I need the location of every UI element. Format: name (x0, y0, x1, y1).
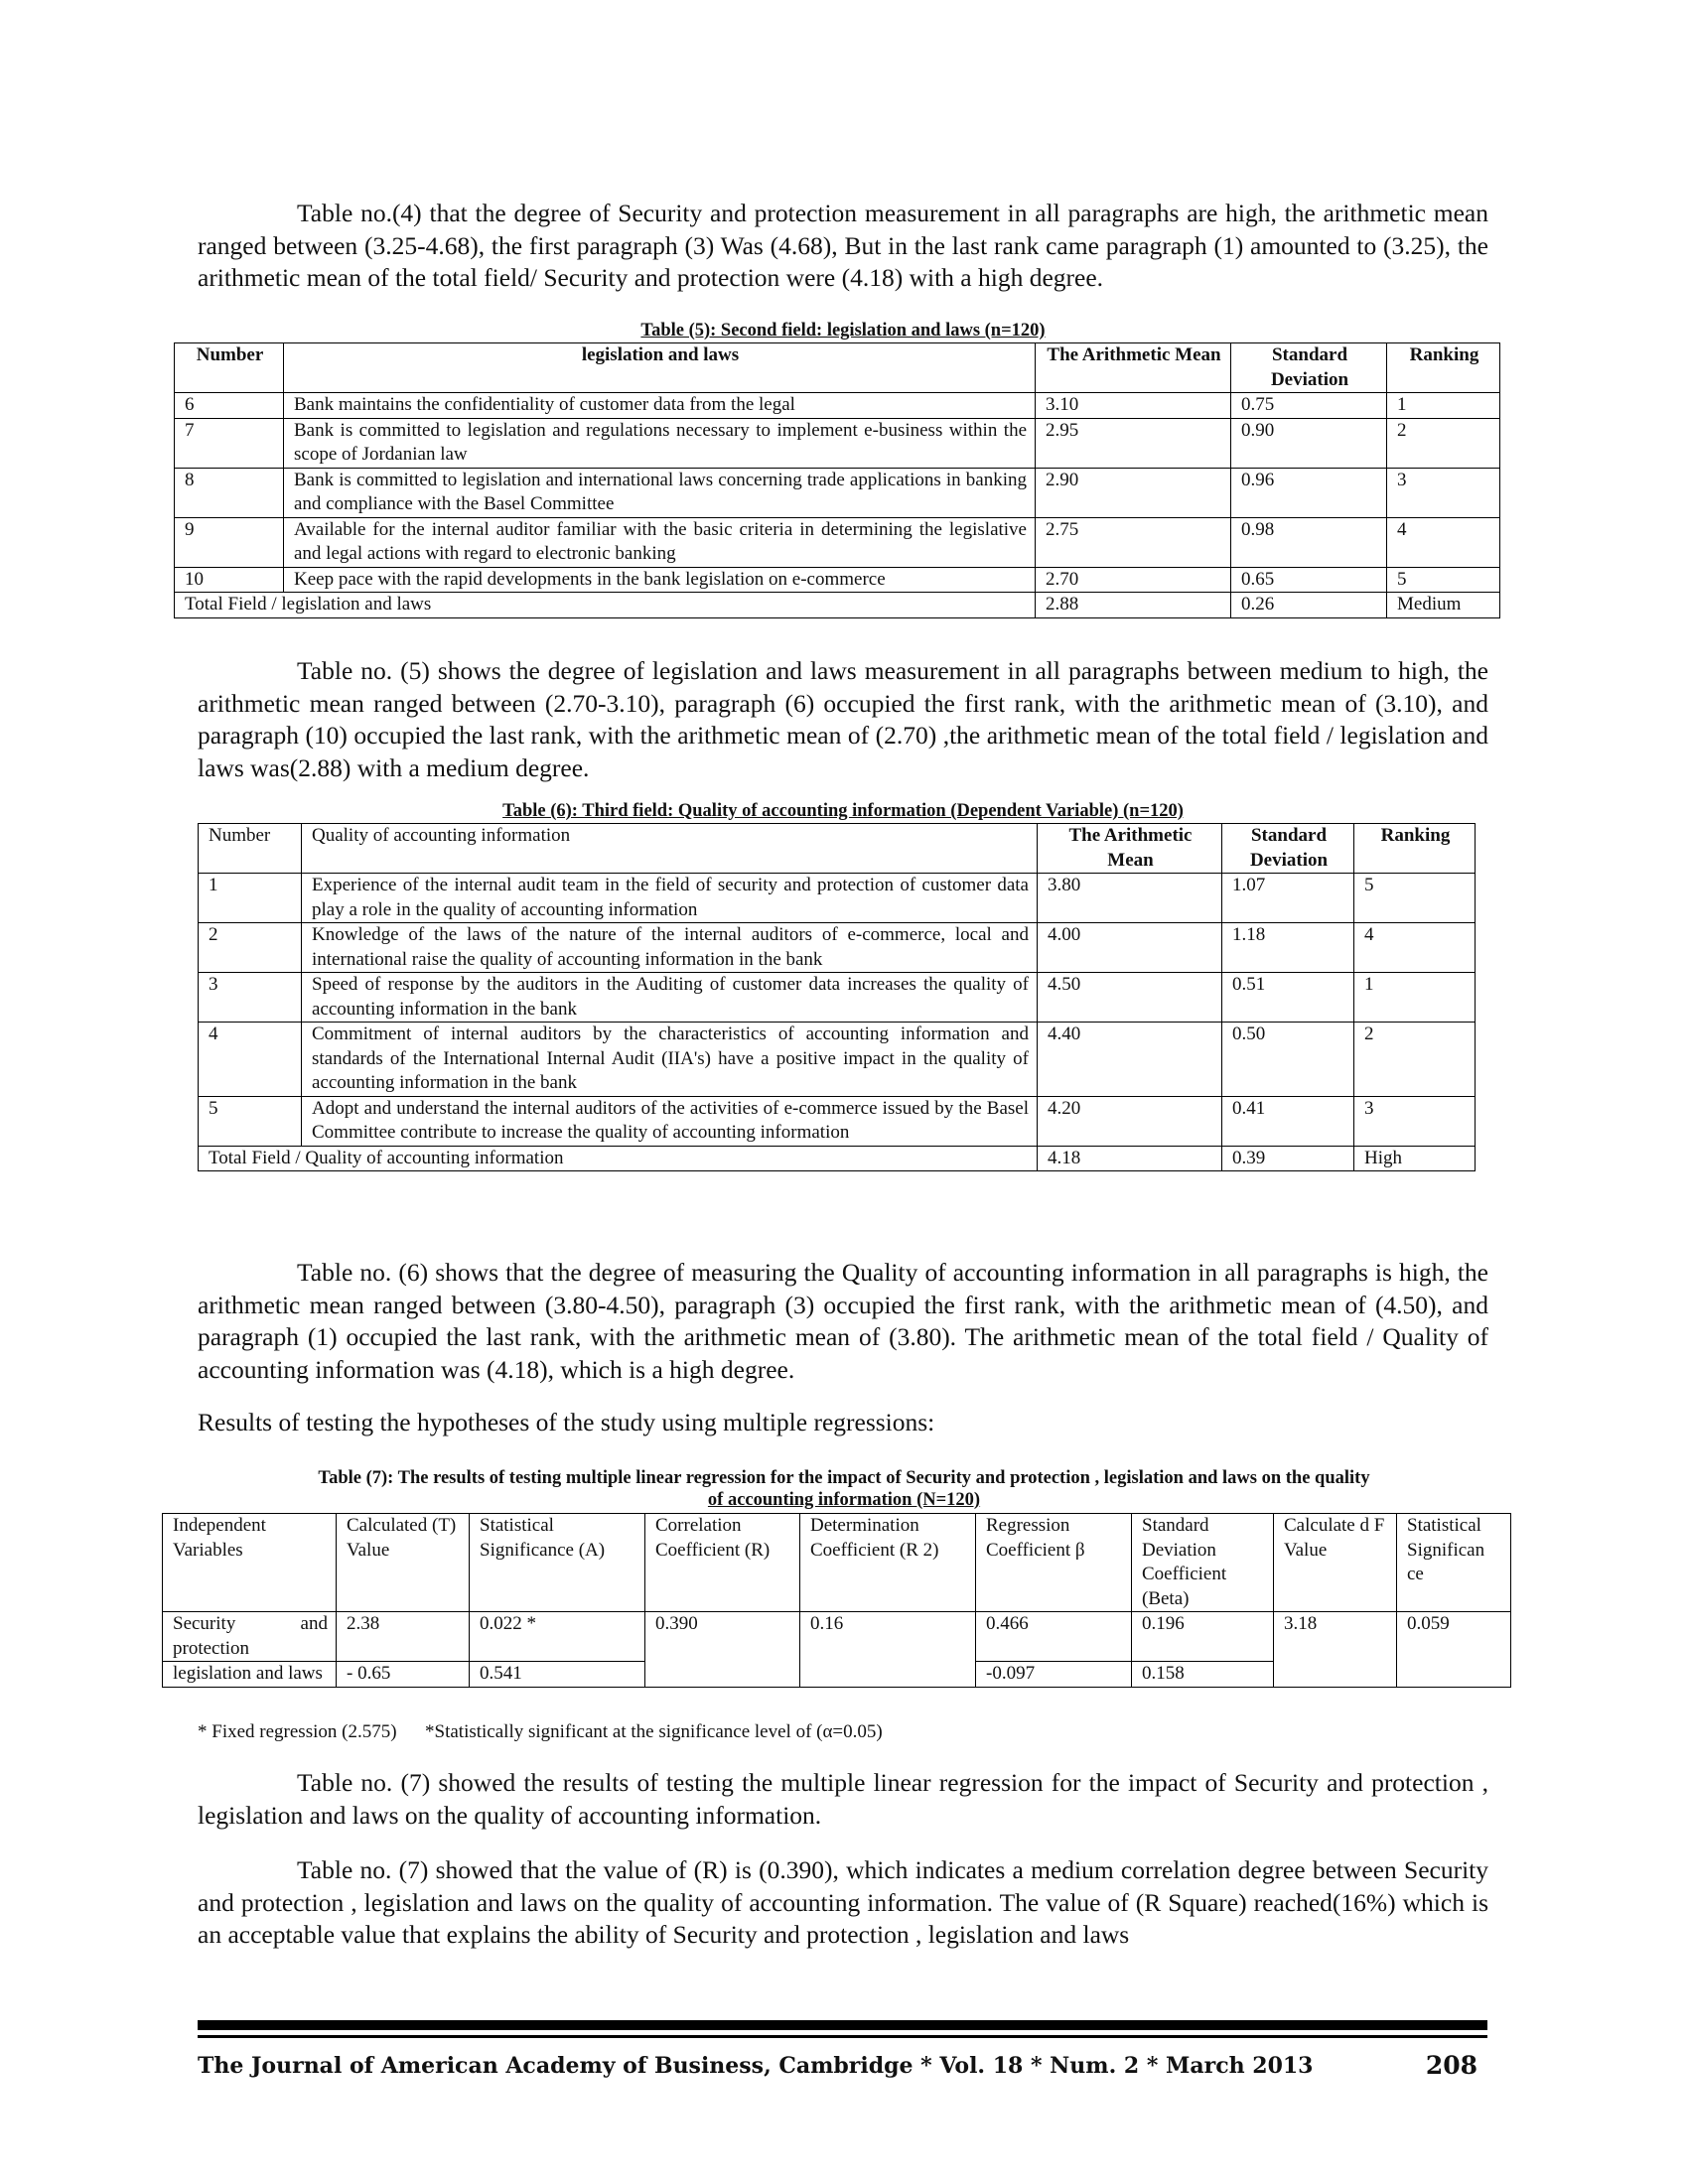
table7-caption (159, 1467, 1529, 1511)
table6-caption-text: Table (6): Third field: Quality of accounting information (Dependent Variable) (n=120) (502, 801, 1184, 821)
table-cell: legislation and laws (163, 1662, 337, 1688)
table5-caption (198, 320, 1488, 341)
table-cell: 2 (1354, 1023, 1476, 1097)
table-cell: 3 (1354, 1096, 1476, 1146)
table-cell: 0.51 (1222, 973, 1354, 1023)
table-cell: 5 (1387, 567, 1500, 593)
table-row (199, 874, 1476, 923)
table6-total-row (199, 1146, 1476, 1171)
table-cell: Adopt and understand the internal auditors of the activities of e-commerce issued by the Basel Committee contribute to increase the quality of accounting information (302, 1096, 1038, 1146)
table-cell: 0.16 (800, 1612, 976, 1688)
table-cell: 2.95 (1036, 418, 1231, 468)
table-row (199, 1023, 1476, 1097)
table-cell: 2 (199, 923, 302, 973)
table-cell: 2.88 (1036, 593, 1231, 618)
table-cell: 4.20 (1038, 1096, 1222, 1146)
table-cell: 6 (175, 393, 284, 419)
table-cell: Medium (1387, 593, 1500, 618)
table7-footnote: * Fixed regression (2.575) *Statistically significant at the significance level of (α=0.05) (198, 1721, 883, 1742)
table-cell: Commitment of internal auditors by the characteristics of accounting information and standards of the International Internal Audit (IIA's) have a positive impact in the quality of accounting information in the bank (302, 1023, 1038, 1097)
table-cell: 4.00 (1038, 923, 1222, 973)
table5-header-cell: Ranking (1387, 343, 1500, 393)
table7-caption-line2: of accounting information (N=120) (707, 1490, 981, 1510)
table-cell: 2 (1387, 418, 1500, 468)
table5-total-row (175, 593, 1500, 618)
table-cell: - 0.65 (337, 1662, 470, 1688)
table-cell: 0.390 (645, 1612, 800, 1688)
table-cell: 0.26 (1231, 593, 1387, 618)
table-row (175, 393, 1500, 419)
table-cell: High (1354, 1146, 1476, 1171)
table5 (174, 342, 1500, 618)
table-cell: Keep pace with the rapid developments in the bank legislation on e-commerce (284, 567, 1036, 593)
table-cell: 0.466 (976, 1612, 1132, 1662)
table-cell: 0.059 (1397, 1612, 1511, 1688)
table6-header-cell: Number (199, 824, 302, 874)
table7-header-cell: Statistical Significance (A) (470, 1514, 645, 1612)
table7-header-cell: Correlation Coefficient (R) (645, 1514, 800, 1612)
table5-header-cell: The Arithmetic Mean (1036, 343, 1231, 393)
table-cell: 8 (175, 468, 284, 517)
table-row (199, 923, 1476, 973)
table-row (199, 1096, 1476, 1146)
table-cell: 0.75 (1231, 393, 1387, 419)
table5-header-cell: legislation and laws (284, 343, 1036, 393)
table-cell: 0.50 (1222, 1023, 1354, 1097)
table-cell: 1 (199, 874, 302, 923)
table-row (175, 567, 1500, 593)
table7-caption-line1: Table (7): The results of testing multiple linear regression for the impact of Security and protection , legislation and laws on the quality (318, 1468, 1370, 1488)
table-cell: -0.097 (976, 1662, 1132, 1688)
table-cell: Bank is committed to legislation and regulations necessary to implement e-business within the scope of Jordanian law (284, 418, 1036, 468)
table6-caption (198, 800, 1488, 822)
table-cell: 5 (199, 1096, 302, 1146)
paragraph-table5-summary: Table no. (5) shows the degree of legislation and laws measurement in all paragraphs between medium to high, the arithmetic mean ranged between (2.70-3.10), paragraph (6) occupied the first rank, with the arithmetic mean of (3.10), and paragraph (10) occupied the last rank, with the arithmetic mean of (2.70) ,the arithmetic mean of the total field / legislation and laws was(2.88) with a medium degree. (198, 656, 1488, 782)
table-cell: 4 (1354, 923, 1476, 973)
table-cell: Total Field / legislation and laws (175, 593, 1036, 618)
table-cell: 4.50 (1038, 973, 1222, 1023)
paragraph-table7-results: Table no. (7) showed the results of testing the multiple linear regression for the impact of Security and protection , legislation and laws on the quality of accounting information. (198, 1768, 1488, 1830)
table5-caption-text: Table (5): Second field: legislation and laws (n=120) (640, 321, 1046, 341)
table-cell: 0.196 (1132, 1612, 1274, 1662)
table-cell: 7 (175, 418, 284, 468)
table-row (175, 517, 1500, 567)
table7-header-row (163, 1514, 1511, 1612)
table-row (175, 468, 1500, 517)
table-row (199, 973, 1476, 1023)
table-cell: Security and protection (163, 1612, 337, 1662)
footer-rule-thick (198, 2020, 1487, 2030)
table5-header-cell: Standard Deviation (1231, 343, 1387, 393)
table-cell: 0.541 (470, 1662, 645, 1688)
table-cell: Available for the internal auditor familiar with the basic criteria in determining the legislative and legal actions with regard to electronic banking (284, 517, 1036, 567)
table-cell: 9 (175, 517, 284, 567)
page-footer (198, 2052, 1487, 2080)
table-cell: 3.80 (1038, 874, 1222, 923)
table-cell: 0.022 * (470, 1612, 645, 1662)
table-cell: 1.07 (1222, 874, 1354, 923)
table-cell: 2.75 (1036, 517, 1231, 567)
table-cell: 0.90 (1231, 418, 1387, 468)
table-cell: 3.18 (1274, 1612, 1397, 1688)
table-cell: 1 (1354, 973, 1476, 1023)
table-cell: Speed of response by the auditors in the Auditing of customer data increases the quality of accounting information in the bank (302, 973, 1038, 1023)
table6-header-cell: Standard Deviation (1222, 824, 1354, 874)
table-cell: 2.90 (1036, 468, 1231, 517)
table7 (162, 1513, 1511, 1688)
journal-citation: The Journal of American Academy of Business, Cambridge * Vol. 18 * Num. 2 * March 2013 (198, 2053, 1314, 2079)
table-cell: 1 (1387, 393, 1500, 419)
table-cell: 3 (199, 973, 302, 1023)
table7-header-cell: Standard Deviation Coefficient (Beta) (1132, 1514, 1274, 1612)
table-cell: 0.39 (1222, 1146, 1354, 1171)
table-cell: 0.96 (1231, 468, 1387, 517)
table-cell: 4.40 (1038, 1023, 1222, 1097)
table-cell: 1.18 (1222, 923, 1354, 973)
table-cell: Knowledge of the laws of the nature of the internal auditors of e-commerce, local and international raise the quality of accounting information in the bank (302, 923, 1038, 973)
paragraph-hypotheses-intro: Results of testing the hypotheses of the study using multiple regressions: (198, 1408, 935, 1436)
table7-header-cell: Calculate d F Value (1274, 1514, 1397, 1612)
table7-header-cell: Independent Variables (163, 1514, 337, 1612)
table-cell: Total Field / Quality of accounting information (199, 1146, 1038, 1171)
table-cell: 3 (1387, 468, 1500, 517)
table7-header-cell: Calculated (T) Value (337, 1514, 470, 1612)
table5-header-cell: Number (175, 343, 284, 393)
table7-header-cell: Regression Coefficient β (976, 1514, 1132, 1612)
table-cell: 4 (199, 1023, 302, 1097)
table6 (198, 823, 1476, 1171)
table-cell: 5 (1354, 874, 1476, 923)
paragraph-table4-summary: Table no.(4) that the degree of Security and protection measurement in all paragraphs are high, the arithmetic mean ranged between (3.25-4.68), the first paragraph (3) Was (4.68), But in the last rank came paragraph (1) amounted to (3.25), the arithmetic mean of the total field/ Security and protection were (4.18) with a high degree. (198, 199, 1488, 292)
table-cell: 2.38 (337, 1612, 470, 1662)
table6-header-cell: Quality of accounting information (302, 824, 1038, 874)
table-row (163, 1612, 1511, 1662)
table-cell: Bank maintains the confidentiality of customer data from the legal (284, 393, 1036, 419)
table6-header-row (199, 824, 1476, 874)
footer-rule-thin (198, 2035, 1487, 2038)
table-cell: 2.70 (1036, 567, 1231, 593)
table6-header-cell: The Arithmetic Mean (1038, 824, 1222, 874)
table-cell: 0.65 (1231, 567, 1387, 593)
table7-header-cell: Determination Coefficient (R 2) (800, 1514, 976, 1612)
table-cell: 10 (175, 567, 284, 593)
table-cell: Bank is committed to legislation and international laws concerning trade applications in banking and compliance with the Basel Committee (284, 468, 1036, 517)
table-cell: 0.158 (1132, 1662, 1274, 1688)
table-cell: 4 (1387, 517, 1500, 567)
table6-header-cell: Ranking (1354, 824, 1476, 874)
table-cell: 3.10 (1036, 393, 1231, 419)
table-row (175, 418, 1500, 468)
paragraph-table6-summary: Table no. (6) shows that the degree of measuring the Quality of accounting information in all paragraphs is high, the arithmetic mean ranged between (3.80-4.50), paragraph (3) occupied the first rank, with the arithmetic mean of (4.50), and paragraph (1) occupied the last rank, with the arithmetic mean of (3.80). The arithmetic mean of the total field / Quality of accounting information was (4.18), which is a high degree. (198, 1258, 1488, 1384)
table7-header-cell: Statistical Significan ce (1397, 1514, 1511, 1612)
table-cell: 0.98 (1231, 517, 1387, 567)
table-cell: 0.41 (1222, 1096, 1354, 1146)
paragraph-table7-interpretation: Table no. (7) showed that the value of (R) is (0.390), which indicates a medium correlation degree between Security and protection , legislation and laws on the quality of accounting information. The value of (R Square) reached(16%) which is an acceptable value that explains the ability of Security and protection , legislation and laws (198, 1855, 1488, 1949)
table-cell: 4.18 (1038, 1146, 1222, 1171)
table-cell: Experience of the internal audit team in the field of security and protection of customer data play a role in the quality of accounting information (302, 874, 1038, 923)
table5-header-row (175, 343, 1500, 393)
page-number: 208 (1425, 2051, 1477, 2080)
